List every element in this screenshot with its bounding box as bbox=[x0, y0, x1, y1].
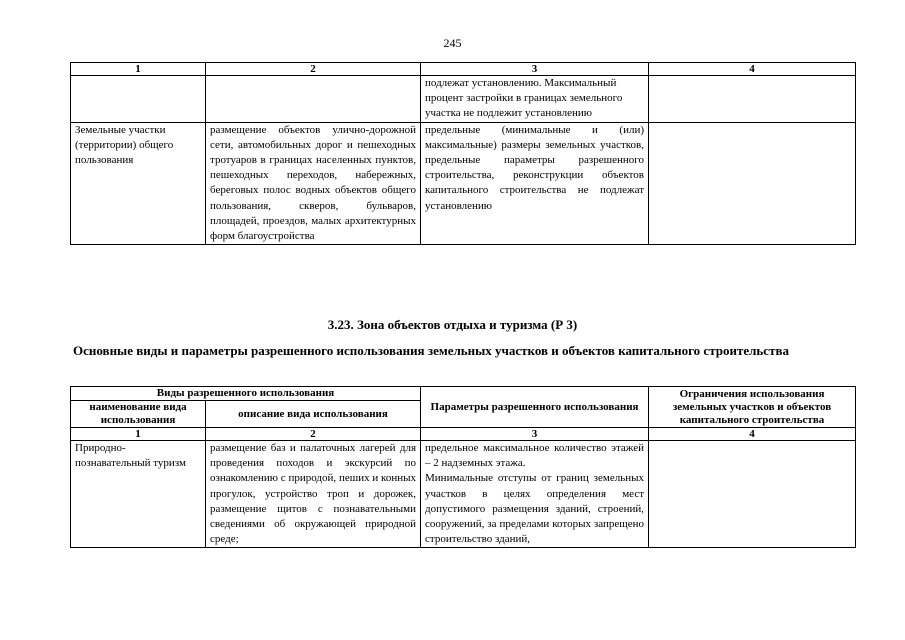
table-main bbox=[70, 386, 856, 548]
header-parameters: Параметры разрешенного использования bbox=[421, 387, 649, 428]
col-number-3: 3 bbox=[421, 428, 649, 441]
parameter-floors: предельное максимальное количество этажей – 2 надземных этажа. bbox=[425, 442, 645, 470]
parameter-setbacks: Минимальные отступы от границ земельных участков в целях определения мест допустимого размещения зданий, строений, сооружений, за пределами которых запрещено строительство зданий, bbox=[425, 472, 645, 546]
cell-limits bbox=[649, 122, 856, 245]
cell-description bbox=[206, 76, 421, 123]
cell-description: размещение баз и палаточных лагерей для проведения походов и экскурсий по ознакомлению с природой, пеших и конных прогулок, устройство троп и дорожек, размещение щитов с познавательными сведениями об окружающей природной среде; bbox=[206, 441, 421, 548]
cell-name bbox=[71, 76, 206, 123]
col-number-3: 3 bbox=[421, 63, 649, 76]
col-number-2: 2 bbox=[206, 428, 421, 441]
table-column-numbers bbox=[71, 428, 856, 441]
col-number-1: 1 bbox=[71, 63, 206, 76]
table-row bbox=[71, 441, 856, 548]
header-use-name: наименование вида использования bbox=[71, 401, 206, 428]
table-row bbox=[71, 76, 856, 123]
page-number: 245 bbox=[443, 36, 462, 50]
cell-name: Земельные участки (территории) общего пользования bbox=[71, 122, 206, 245]
cell-limits bbox=[649, 76, 856, 123]
table-caption: Основные виды и параметры разрешенного использования земельных участков и объектов капитального строительства bbox=[73, 343, 789, 358]
cell-description: размещение объектов улично-дорожной сети, автомобильных дорог и пешеходных тротуаров в границах населенных пунктов, пешеходных переходов, набережных, береговых полос водных объектов общего пользования, скверов, бульваров, площадей, проездов, малых архитектурных форм благоустройства bbox=[206, 122, 421, 245]
cell-parameters: подлежат установлению. Максимальный процент застройки в границах земельного участка не подлежит установлению bbox=[421, 76, 649, 123]
cell-limits bbox=[649, 441, 856, 548]
cell-parameters: предельные (минимальные и (или) максимальные) размеры земельных участков, предельные параметры разрешенного строительства, реконструкции объектов капитального строительства не подлежат установлению bbox=[421, 122, 649, 245]
cell-name: Природно-познавательный туризм bbox=[71, 441, 206, 548]
header-limits: Ограничения использования земельных участков и объектов капитального строительства bbox=[649, 387, 856, 428]
cell-parameters bbox=[421, 441, 649, 548]
table-row bbox=[71, 122, 856, 245]
table-continued bbox=[70, 62, 856, 245]
col-number-4: 4 bbox=[649, 63, 856, 76]
col-number-2: 2 bbox=[206, 63, 421, 76]
header-use-types: Виды разрешенного использования bbox=[71, 387, 421, 401]
col-number-1: 1 bbox=[71, 428, 206, 441]
table-column-numbers bbox=[71, 63, 856, 76]
col-number-4: 4 bbox=[649, 428, 856, 441]
section-title: 3.23. Зона объектов отдыха и туризма (Р 3) bbox=[327, 317, 578, 332]
header-use-description: описание вида использования bbox=[206, 401, 421, 428]
table-header-row bbox=[71, 387, 856, 401]
